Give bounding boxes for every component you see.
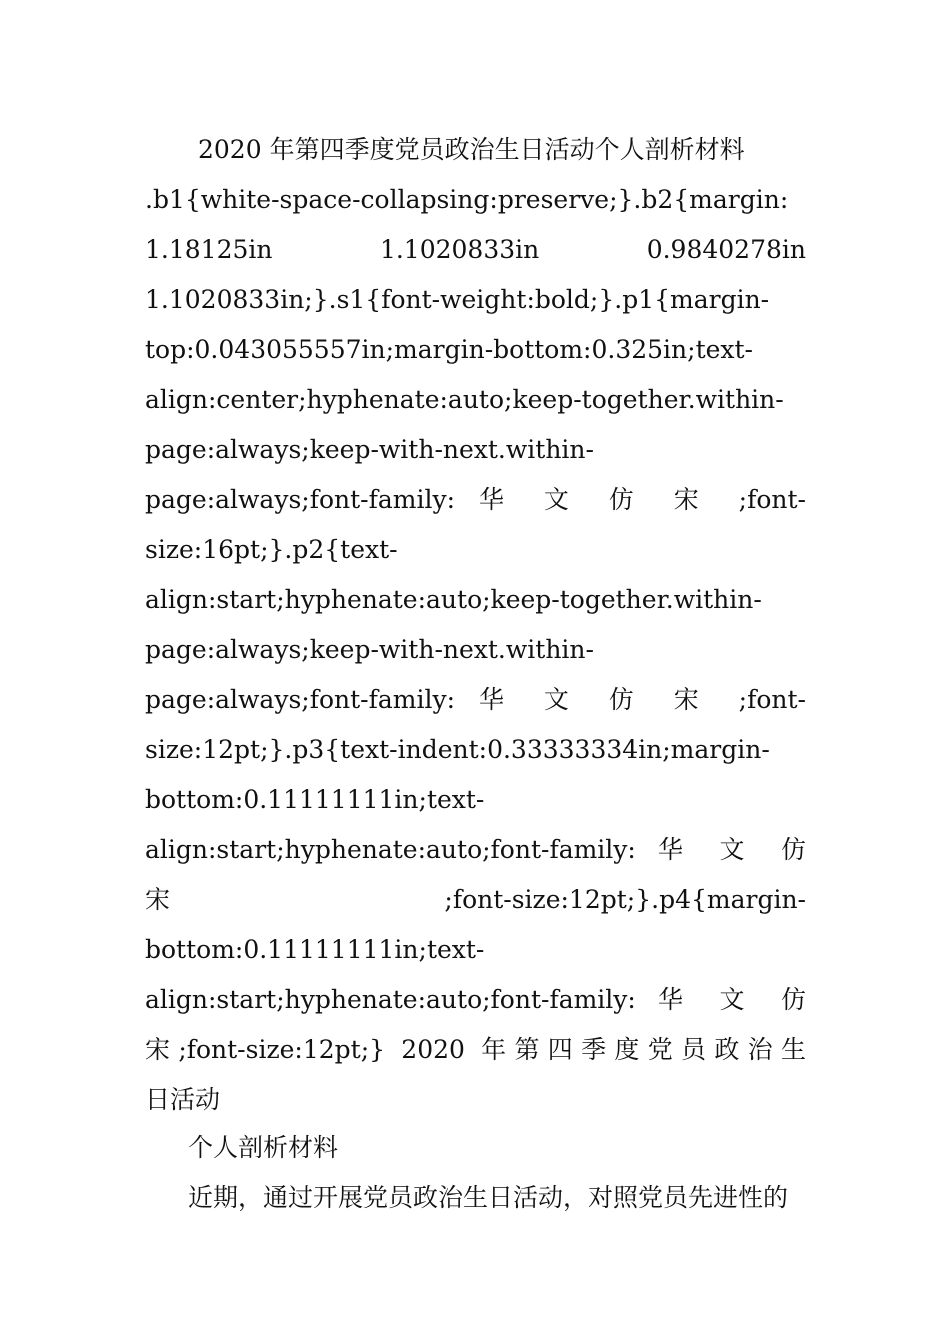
body-line: size:16pt;}.p2{text- (145, 535, 398, 564)
body-line: 日活动 (145, 1085, 221, 1114)
body-line: 1.1020833in;}.s1{font-weight:bold;}.p1{margin- (145, 285, 770, 314)
body-line: bottom:0.11111111in;text- (145, 785, 485, 814)
body-line: 1.18125in 1.1020833in 0.9840278in (145, 235, 806, 264)
body-line: bottom:0.11111111in;text- (145, 935, 485, 964)
body-line: size:12pt;}.p3{text-indent:0.33333334in;margin- (145, 735, 770, 764)
body-line: page:always;font-family: 华 文 仿 宋 ;font- (145, 685, 806, 714)
body-line: page:always;font-family: 华 文 仿 宋 ;font- (145, 485, 806, 514)
body-line: top:0.043055557in;margin-bottom:0.325in;text- (145, 335, 754, 364)
body-line: 宋;font-size:12pt;} 2020 年第四季度党员政治生 (145, 1035, 806, 1064)
body-line: 宋 ;font-size:12pt;}.p4{margin- (145, 885, 806, 914)
body-line: align:start;hyphenate:auto;keep-together.within- (145, 585, 762, 614)
body-line: align:start;hyphenate:auto;font-family: 华 文 仿 (145, 985, 806, 1014)
body-line: align:center;hyphenate:auto;keep-together.within- (145, 385, 784, 414)
body-paragraph-start: 近期，通过开展党员政治生日活动，对照党员先进性的 (188, 1183, 789, 1212)
body-line: align:start;hyphenate:auto;font-family: 华 文 仿 (145, 835, 806, 864)
body-line: page:always;keep-with-next.within- (145, 435, 594, 464)
body-line: .b1{white-space-collapsing:preserve;}.b2{margin: (145, 185, 789, 214)
document-title: 2020 年第四季度党员政治生日活动个人剖析材料 (198, 135, 745, 164)
body-line: page:always;keep-with-next.within- (145, 635, 594, 664)
section-heading: 个人剖析材料 (188, 1133, 339, 1162)
